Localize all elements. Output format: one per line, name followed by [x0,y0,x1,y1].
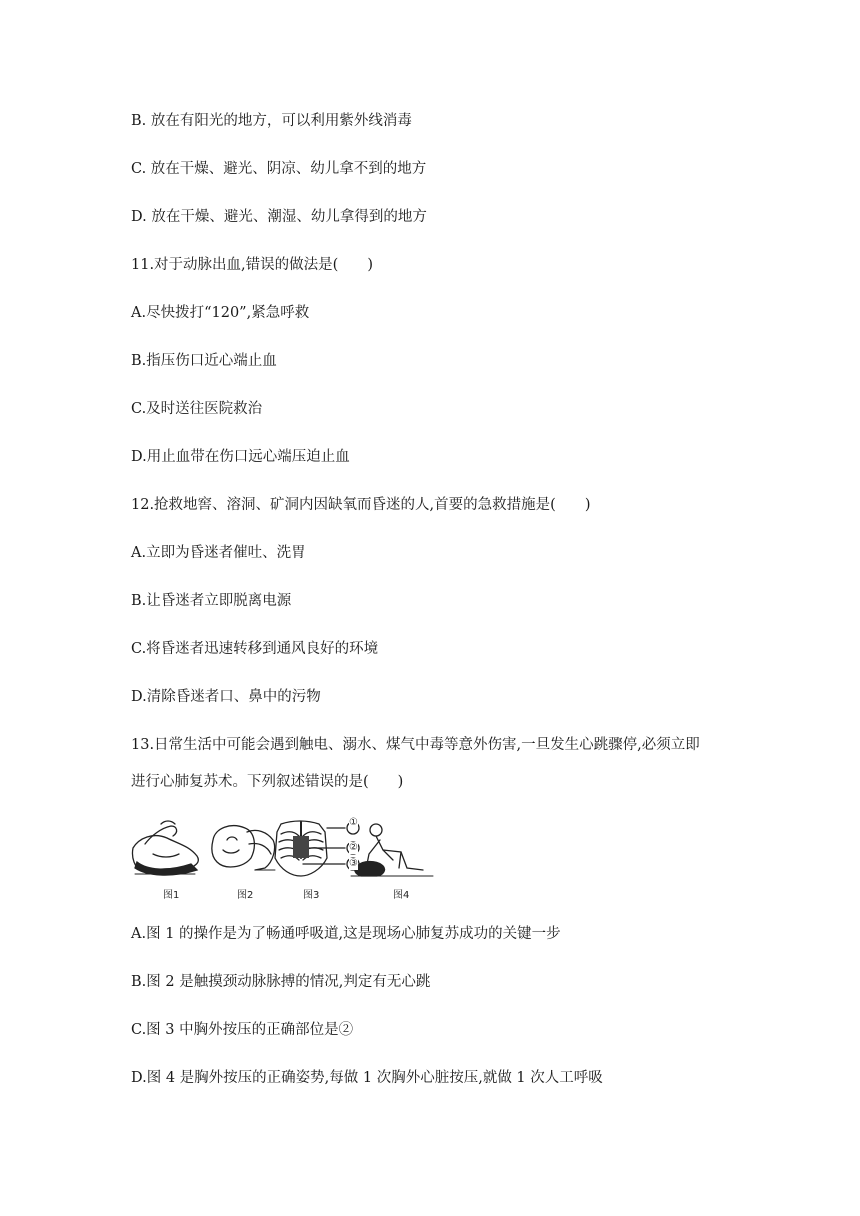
q10-option-b: B. 放在有阳光的地方，可以利用紫外线消毒 [131,113,412,129]
figure-caption-1: 图1 [163,890,180,901]
q11-option-a: A.尽快拨打“120”,紧急呼救 [131,305,310,321]
marker-1: ① [349,817,358,828]
figure-caption-4: 图4 [393,890,410,901]
marker-3: ③ [349,858,358,869]
q13-option-a: A.图 1 的操作是为了畅通呼吸道,这是现场心肺复苏成功的关键一步 [131,926,561,942]
q10-option-d: D. 放在干燥、避光、潮湿、幼儿拿得到的地方 [131,209,427,225]
chest-compression-illustration [351,824,433,876]
q13-option-d: D.图 4 是胸外按压的正确姿势,每做 1 次胸外心脏按压,就做 1 次人工呼吸 [131,1070,603,1086]
q13-stem-line-2: 进行心肺复苏术。下列叙述错误的是( ) [131,774,404,790]
q11-option-c: C.及时送往医院救治 [131,401,263,417]
q11-stem: 11.对于动脉出血,错误的做法是( ) [131,257,373,273]
q13-stem-line-1: 13.日常生活中可能会遇到触电、溺水、煤气中毒等意外伤害,一旦发生心跳骤停,必须立即 [131,737,700,753]
figure-caption-2: 图2 [237,890,254,901]
figure-caption-3: 图3 [303,890,320,901]
rib-cage-illustration [275,821,345,876]
pulse-check-illustration [212,826,275,870]
q13-option-c: C.图 3 中胸外按压的正确部位是② [131,1022,354,1038]
q11-option-d: D.用止血带在伤口远心端压迫止血 [131,449,350,465]
q12-option-b: B.让昏迷者立即脱离电源 [131,593,292,609]
marker-2: ② [349,842,358,853]
q11-option-b: B.指压伤口近心端止血 [131,353,277,369]
q12-option-a: A.立即为昏迷者催吐、洗胃 [131,545,306,561]
cpr-illustrations [131,818,441,886]
cpr-figure [131,818,441,902]
q12-option-c: C.将昏迷者迅速转移到通风良好的环境 [131,641,379,657]
q12-option-d: D.清除昏迷者口、鼻中的污物 [131,689,321,705]
q12-stem: 12.抢救地窖、溶洞、矿洞内因缺氧而昏迷的人,首要的急救措施是( ) [131,497,591,513]
q13-option-b: B.图 2 是触摸颈动脉脉搏的情况,判定有无心跳 [131,974,431,990]
q10-option-c: C. 放在干燥、避光、阴凉、幼儿拿不到的地方 [131,161,427,177]
